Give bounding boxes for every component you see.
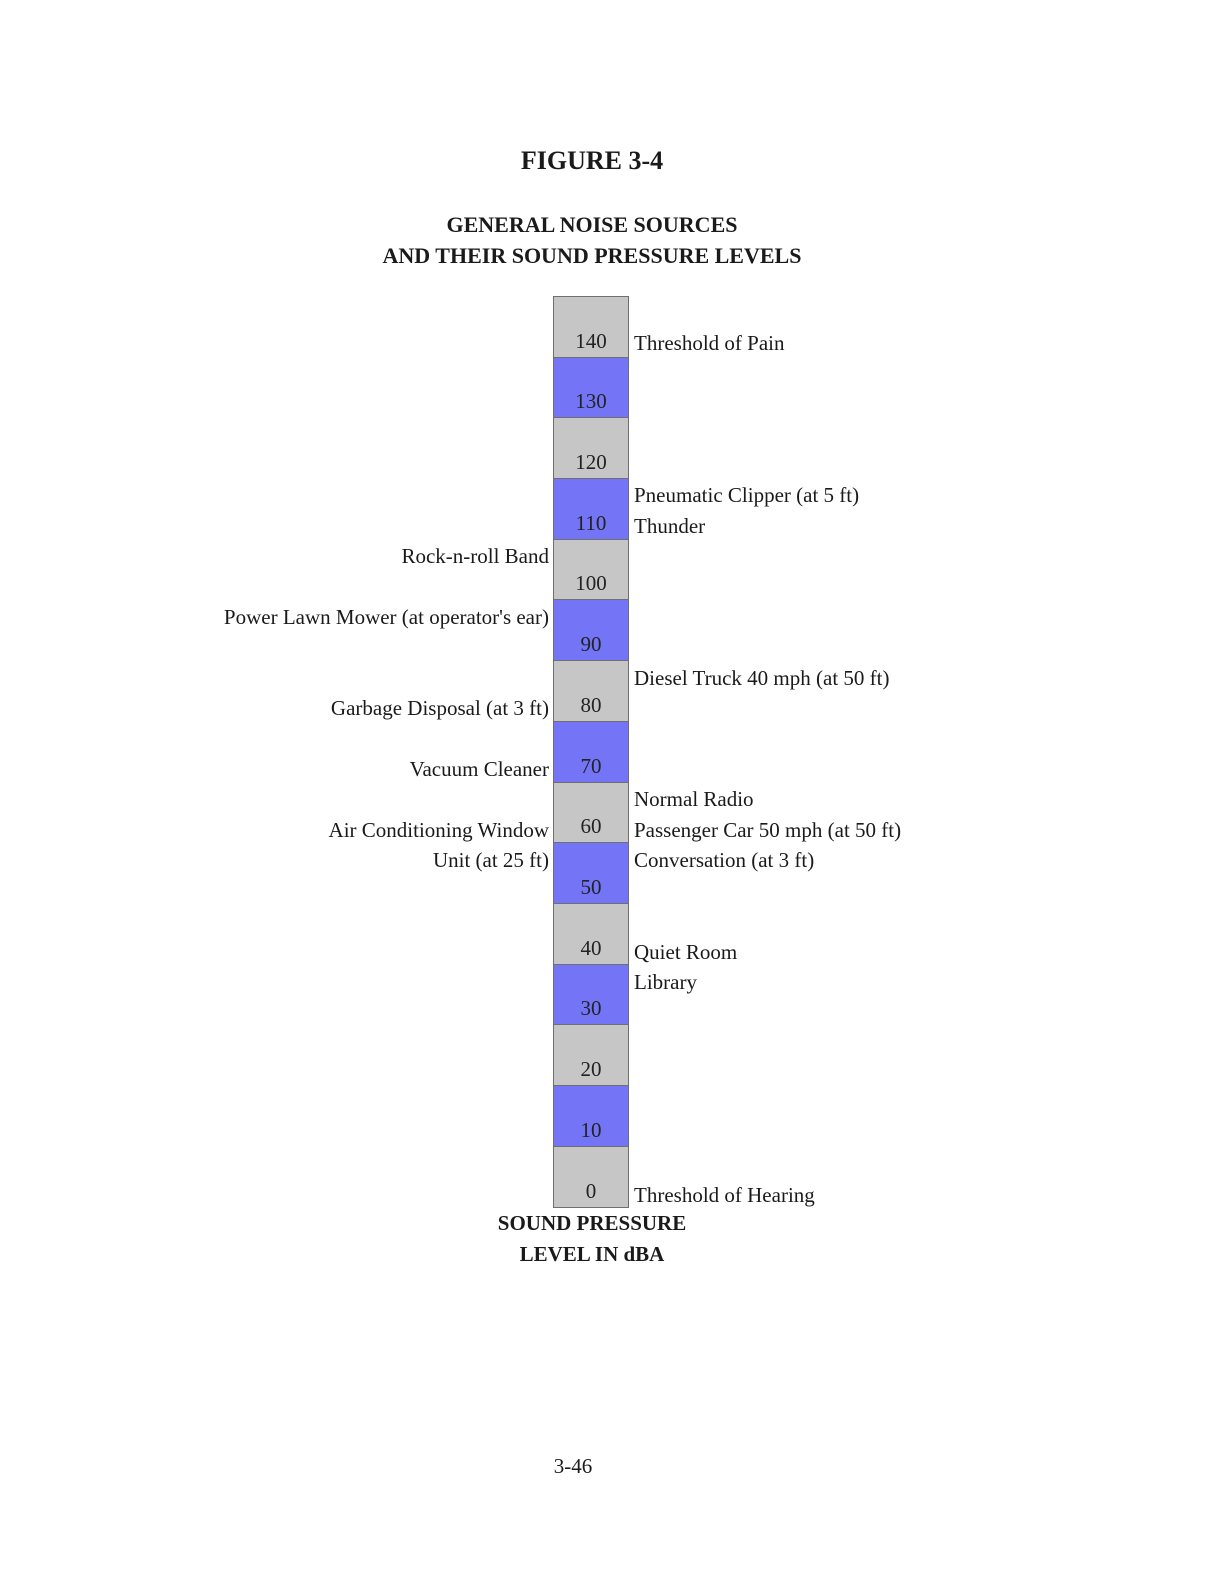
right-noise-source-label: Thunder xyxy=(634,513,706,538)
left-noise-source-label: Garbage Disposal (at 3 ft) xyxy=(330,696,549,721)
right-noise-source-label: Threshold of Pain xyxy=(634,331,785,355)
scale-segment-120 xyxy=(554,418,628,479)
scale-level-label: 90 xyxy=(580,632,602,657)
right-noise-source-label: Conversation (at 3 ft) xyxy=(634,848,815,873)
scale-segment-110 xyxy=(554,479,628,540)
scale-segment-90 xyxy=(554,600,628,661)
subtitle-line-2: AND THEIR SOUND PRESSURE LEVELS xyxy=(382,243,802,268)
scale-segment-0 xyxy=(554,1147,628,1208)
scale-segment-60 xyxy=(554,783,628,844)
scale-segment-100 xyxy=(554,540,628,601)
scale-level-label: 0 xyxy=(585,1179,597,1204)
left-noise-source-label: Rock-n-roll Band xyxy=(401,544,549,568)
scale-level-label: 130 xyxy=(575,389,607,414)
right-noise-source-label: Threshold of Hearing xyxy=(634,1183,815,1207)
scale-level-label: 100 xyxy=(575,571,607,596)
scale-level-label: 40 xyxy=(580,935,602,960)
scale-level-label: 10 xyxy=(580,1117,602,1142)
figure-title: FIGURE 3-4 xyxy=(520,146,664,175)
left-noise-source-label: Power Lawn Mower (at operator's ear) xyxy=(223,604,549,629)
scale-level-label: 80 xyxy=(580,692,602,717)
scale-level-label: 50 xyxy=(580,874,602,899)
page-number: 3-46 xyxy=(553,1454,593,1478)
scale-segment-10 xyxy=(554,1086,628,1147)
left-noise-source-label: Vacuum Cleaner xyxy=(409,757,549,781)
subtitle-line-1: GENERAL NOISE SOURCES xyxy=(446,212,738,237)
scale-level-label: 140 xyxy=(575,328,607,353)
left-noise-source-label: Air Conditioning Window xyxy=(328,817,549,842)
axis-title-line-1: SOUND PRESSURE xyxy=(497,1211,687,1235)
scale-segment-70 xyxy=(554,722,628,783)
scale-segment-130 xyxy=(554,358,628,419)
scale-segment-40 xyxy=(554,904,628,965)
axis-title-line-2: LEVEL IN dBA xyxy=(519,1242,665,1266)
right-noise-source-label: Diesel Truck 40 mph (at 50 ft) xyxy=(634,665,890,690)
scale-level-label: 30 xyxy=(580,996,602,1021)
right-noise-source-label: Pneumatic Clipper (at 5 ft) xyxy=(634,483,860,508)
scale-level-label: 60 xyxy=(580,814,602,839)
scale-segment-140 xyxy=(554,297,628,358)
scale-level-label: 70 xyxy=(580,753,602,778)
scale-segment-20 xyxy=(554,1025,628,1086)
scale-level-label: 20 xyxy=(580,1056,602,1081)
scale-level-label: 120 xyxy=(575,450,607,475)
right-noise-source-label: Library xyxy=(634,970,697,994)
scale-segment-30 xyxy=(554,965,628,1026)
right-noise-source-label: Quiet Room xyxy=(634,939,738,964)
sound-level-scale xyxy=(553,296,629,1208)
right-noise-source-label: Passenger Car 50 mph (at 50 ft) xyxy=(634,817,902,842)
scale-level-label: 110 xyxy=(575,510,607,535)
scale-segment-80 xyxy=(554,661,628,722)
right-noise-source-label: Normal Radio xyxy=(634,787,754,812)
scale-segment-50 xyxy=(554,843,628,904)
left-noise-source-label: Unit (at 25 ft) xyxy=(432,848,549,873)
